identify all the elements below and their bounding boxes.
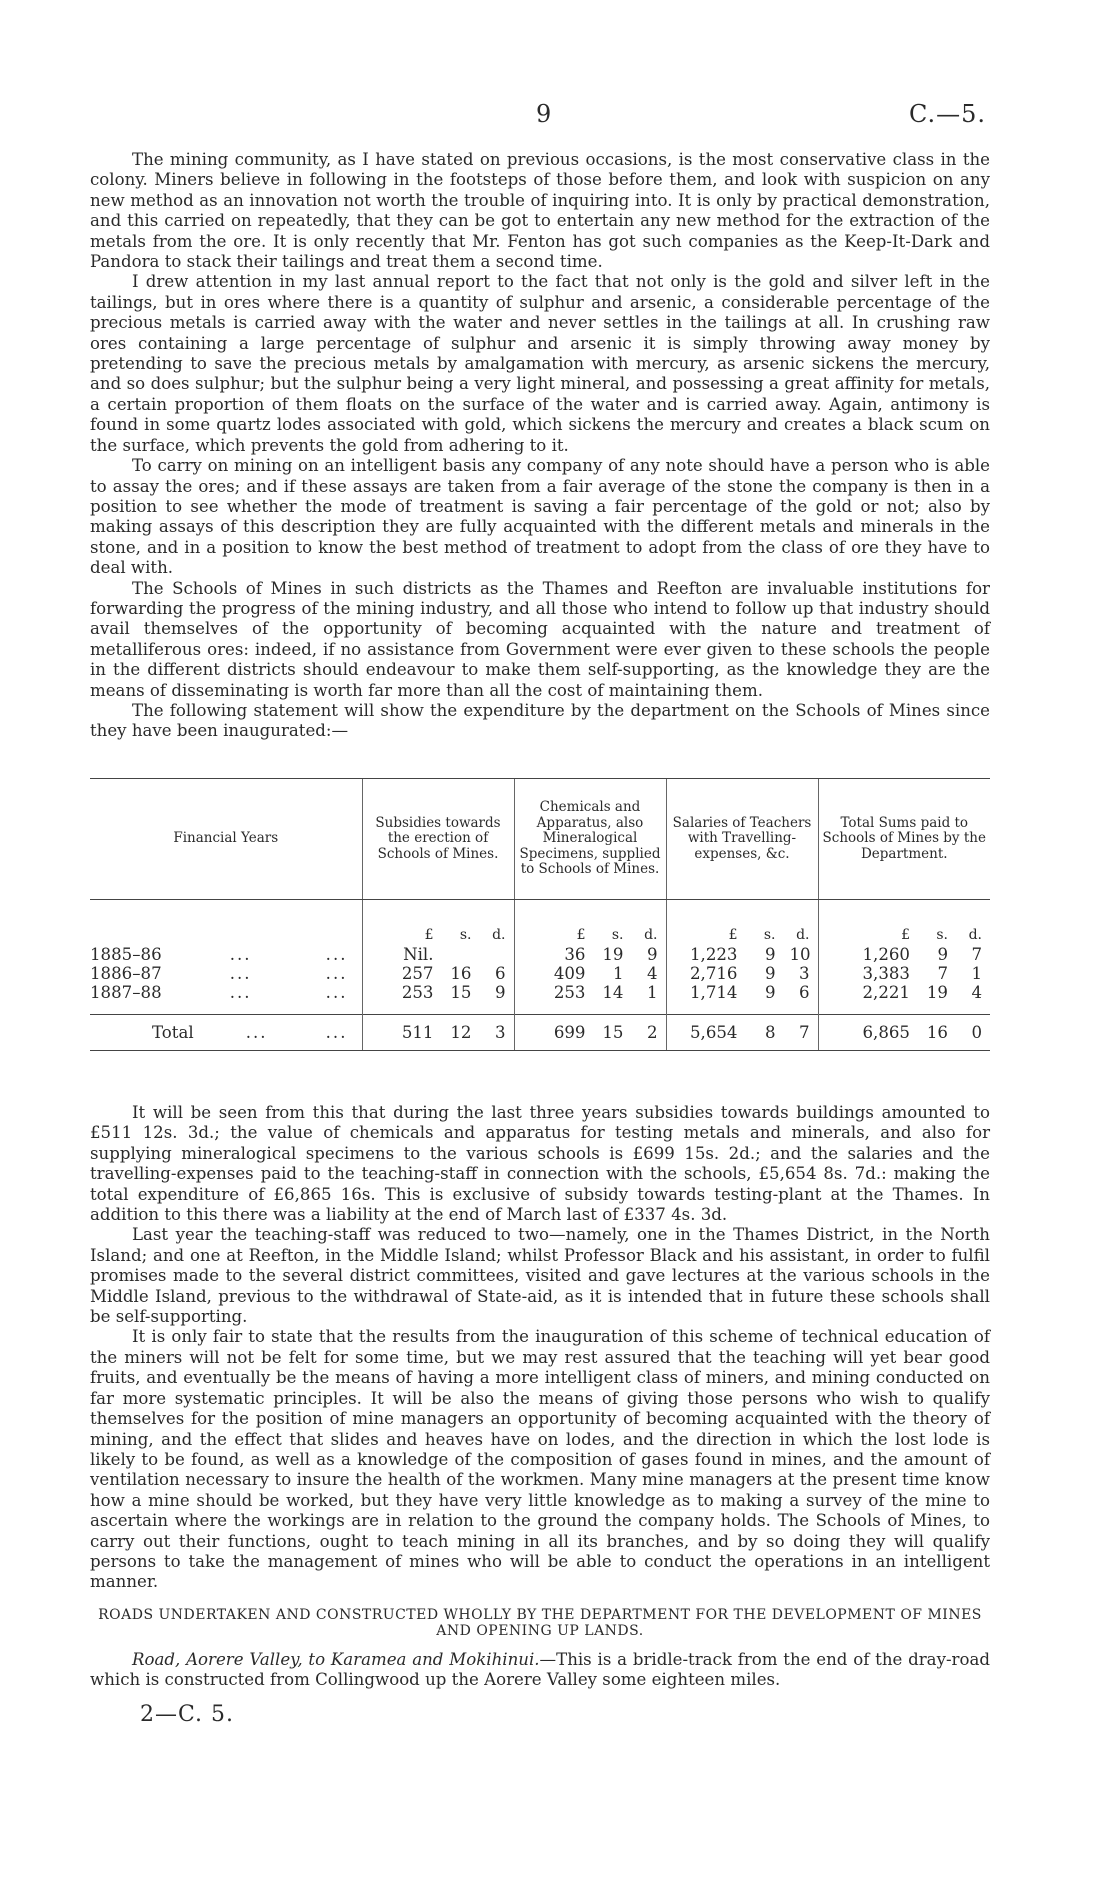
chemicals-pence: 4 [646,964,658,983]
chemicals-pounds: 253 [553,983,586,1002]
roads-paragraph [90,1650,990,1691]
salaries-shillings: 9 [764,983,776,1002]
grand-total-shillings: 16 [926,1023,948,1042]
leader-dots: ... [245,1023,268,1042]
table-row [90,964,990,983]
totals-row [90,1015,990,1051]
total-shillings: 7 [937,964,948,983]
salaries-shillings: 9 [764,964,776,983]
subsidies-shillings: 16 [450,964,472,983]
leader-dots: ... [229,983,252,1002]
subsidies-pounds: 253 [401,983,434,1002]
chemicals-shillings: 14 [602,983,624,1002]
header-total-sums: Total Sums paid to Schools of Mines by the Department. [818,779,990,900]
subsidies-total-pounds: 511 [401,1023,434,1042]
grand-total-pence: 0 [971,1023,982,1042]
leader-dots: ... [229,964,252,983]
paragraph: Last year the teaching-staff was reduced to two—namely, one in the Thames District, in the North Island; and one at Reefton, in the Middle Island; whilst Professor Black and his assistant, in order to fulfil promises made to the several district committees, visited and gave lectures at the various schools in the Middle Island, previous to the withdrawal of State-aid, as it is intended that in future these schools shall be self-supporting. [90,1225,990,1327]
signature-mark: 2—C. 5. [140,1702,235,1727]
total-label: Total [152,1023,194,1042]
units-row [90,900,990,946]
document-reference: C.—5. [908,100,986,128]
unit-shillings: s. [611,927,624,943]
expenditure-table-wrapper [90,778,990,1051]
unit-pence: d. [796,927,810,943]
section-heading: ROADS UNDERTAKEN AND CONSTRUCTED WHOLLY BY THE DEPARTMENT FOR THE DEVELOPMENT OF MINES AND OPENING UP LANDS. [98,1607,982,1639]
subsidies-pence [486,945,506,964]
salaries-pounds: 1,223 [689,945,738,964]
total-pounds: 3,383 [862,964,910,983]
body-text-top [90,150,990,742]
subsidies-total-pence: 3 [494,1023,506,1042]
total-pence: 7 [971,945,982,964]
unit-pence: d. [644,927,658,943]
subsidies-shillings: 15 [450,983,472,1002]
unit-pounds: £ [424,927,434,943]
subsidies-total-shillings: 12 [450,1023,472,1042]
salaries-pounds: 2,716 [689,964,738,983]
grand-total-pounds: 6,865 [862,1023,910,1042]
leader-dots: ... [325,964,348,983]
paragraph: The Schools of Mines in such districts as the Thames and Reefton are invaluable institutions for forwarding the progress of the mining industry, and all those who intend to follow up that industry should avail themselves of the opportunity of becoming acquainted with the nature and treatment of metalliferous ores: indeed, if no assistance from Government were ever given to these schools the people in the different districts should endeavour to make them self-supporting, as the knowledge they are the means of disseminating is worth far more than all the cost of maintaining them. [90,578,990,700]
table-row [90,983,990,1015]
total-pence: 1 [971,964,982,983]
total-pounds: 2,221 [862,983,910,1002]
paragraph: It is only fair to state that the results from the inauguration of this scheme of technical education of the miners will not be felt for some time, but we may rest assured that the teaching will yet bear good fruits, and eventually be the means of having a more intelligent class of miners, and mining conducted on far more systematic principles. It will be also the means of giving those persons who wish to qualify themselves for the position of mine managers an opportunity of becoming acquainted with the theory of mining, and the effect that slides and heaves have on lodes, and the direction in which the lost lode is likely to be found, as well as a knowledge of the composition of gases found in mines, and the amount of ventilation necessary to insure the health of the workmen. Many mine managers at the present time know how a mine should be worked, but they have very little knowledge as to making a survey of the mine to ascertain where the workings are in relation to the ground the company holds. The Schools of Mines, to carry out their functions, ought to teach mining in all its branches, and by so doing they will qualify persons to take the management of mines who will be able to conduct the operations in an intelligent manner. [90,1327,990,1592]
unit-pence: d. [492,927,506,943]
chemicals-pence: 9 [646,945,658,964]
table-header-row [90,779,990,900]
leader-dots: ... [229,945,252,964]
unit-shillings: s. [763,927,776,943]
body-text-bottom [90,1103,990,1593]
unit-pence: d. [968,927,982,943]
salaries-pence: 6 [798,983,810,1002]
leader-dots: ... [325,1023,348,1042]
paragraph: The mining community, as I have stated on previous occasions, is the most conservative class in the colony. Miners believe in following in the footsteps of those before them, and look with suspicion on any new method as an innovation not worth the trouble of inquiring into. It is only by practical demonstration, and this carried on repeatedly, that they can be got to entertain any new method for the extraction of the metals from the ore. It is only recently that Mr. Fenton has got such companies as the Keep-It-Dark and Pandora to stack their tailings and treat them a second time. [90,150,990,272]
unit-pounds: £ [728,927,738,943]
header-financial-years: Financial Years [90,779,362,900]
subsidies-pence: 6 [494,964,506,983]
paragraph: I drew attention in my last annual report to the fact that not only is the gold and silver left in the tailings, but in ores where there is a quantity of sulphur and arsenic, a considerable percentage of the precious metals is carried away with the water and never settles in the tailings at all. In crushing raw ores containing a large percentage of sulphur and arsenic it is simply throwing away money by pretending to save the precious metals by amalgamation with mercury, as arsenic sickens the mercury, and so does sulphur; but the sulphur being a very light mineral, and possessing a great affinity for metals, a certain proportion of them floats on the surface of the water and is carried away. Again, antimony is found in some quartz lodes associated with gold, which sickens the mercury and creates a black scum on the surface, which prevents the gold from adhering to it. [90,272,990,455]
year-label: 1885–86 [90,945,162,964]
total-pence: 4 [971,983,982,1002]
subsidies-pounds: 257 [401,964,434,983]
salaries-pence: 3 [798,964,810,983]
year-label: 1887–88 [90,983,162,1002]
expenditure-table [90,778,990,1051]
paragraph: It will be seen from this that during the last three years subsidies towards buildings amounted to £511 12s. 3d.; the value of chemicals and apparatus for testing metals and minerals, and also for supplying mineralogical specimens to the various schools is £699 15s. 2d.; and the salaries and the travelling-expenses paid to the teaching-staff in connection with the schools, £5,654 8s. 7d.: making the total expenditure of £6,865 16s. This is exclusive of subsidy towards testing-plant at the Thames. In addition to this there was a liability at the end of March last of £337 4s. 3d. [90,1103,990,1225]
chemicals-shillings: 19 [602,945,624,964]
subsidies-pence: 9 [494,983,506,1002]
total-pounds: 1,260 [862,945,910,964]
paragraph: The following statement will show the expenditure by the department on the Schools of Mines since they have been inaugurated:— [90,700,990,741]
salaries-shillings: 9 [764,945,776,964]
chemicals-shillings: 1 [612,964,624,983]
total-shillings: 9 [937,945,948,964]
chemicals-total-pence: 2 [646,1023,658,1042]
subsidies-shillings [448,945,472,964]
salaries-total-pounds: 5,654 [689,1023,738,1042]
chemicals-pounds: 409 [553,964,586,983]
unit-pounds: £ [901,927,910,943]
chemicals-pence: 1 [646,983,658,1002]
leader-dots: ... [325,945,348,964]
unit-shillings: s. [936,927,948,943]
unit-shillings: s. [459,927,472,943]
subsidies-pounds: Nil. [403,945,434,964]
chemicals-total-pounds: 699 [553,1023,586,1042]
chemicals-total-shillings: 15 [602,1023,624,1042]
road-title: Road, Aorere Valley, to Karamea and Mokihinui. [132,1650,540,1669]
header-subsidies: Subsidies towards the erection of Schools of Mines. [362,779,514,900]
header-salaries: Salaries of Teachers with Travelling-expenses, &c. [666,779,818,900]
total-shillings: 19 [926,983,948,1002]
leader-dots: ... [325,983,348,1002]
unit-pounds: £ [576,927,586,943]
salaries-pounds: 1,714 [689,983,738,1002]
year-label: 1886–87 [90,964,162,983]
salaries-total-shillings: 8 [764,1023,776,1042]
page-number: 9 [536,100,552,128]
header-chemicals: Chemicals and Apparatus, also Mineralogical Specimens, supplied to Schools of Mines. [514,779,666,900]
paragraph: To carry on mining on an intelligent basis any company of any note should have a person who is able to assay the ores; and if these assays are taken from a fair average of the stone the company is then in a position to see whether the mode of treatment is saving a fair percentage of the gold or not; also by making assays of this description they are fully acquainted with the different metals and minerals in the stone, and in a position to know the best method of treatment to adopt from the class of ore they have to deal with. [90,456,990,578]
table-row [90,945,990,964]
salaries-total-pence: 7 [798,1023,810,1042]
chemicals-pounds: 36 [564,945,586,964]
salaries-pence: 10 [789,945,811,964]
road-description: —This is a bridle-track from the end of the dray-road which is constructed from Collingwood up the Aorere Valley some eighteen miles. [90,1650,990,1690]
